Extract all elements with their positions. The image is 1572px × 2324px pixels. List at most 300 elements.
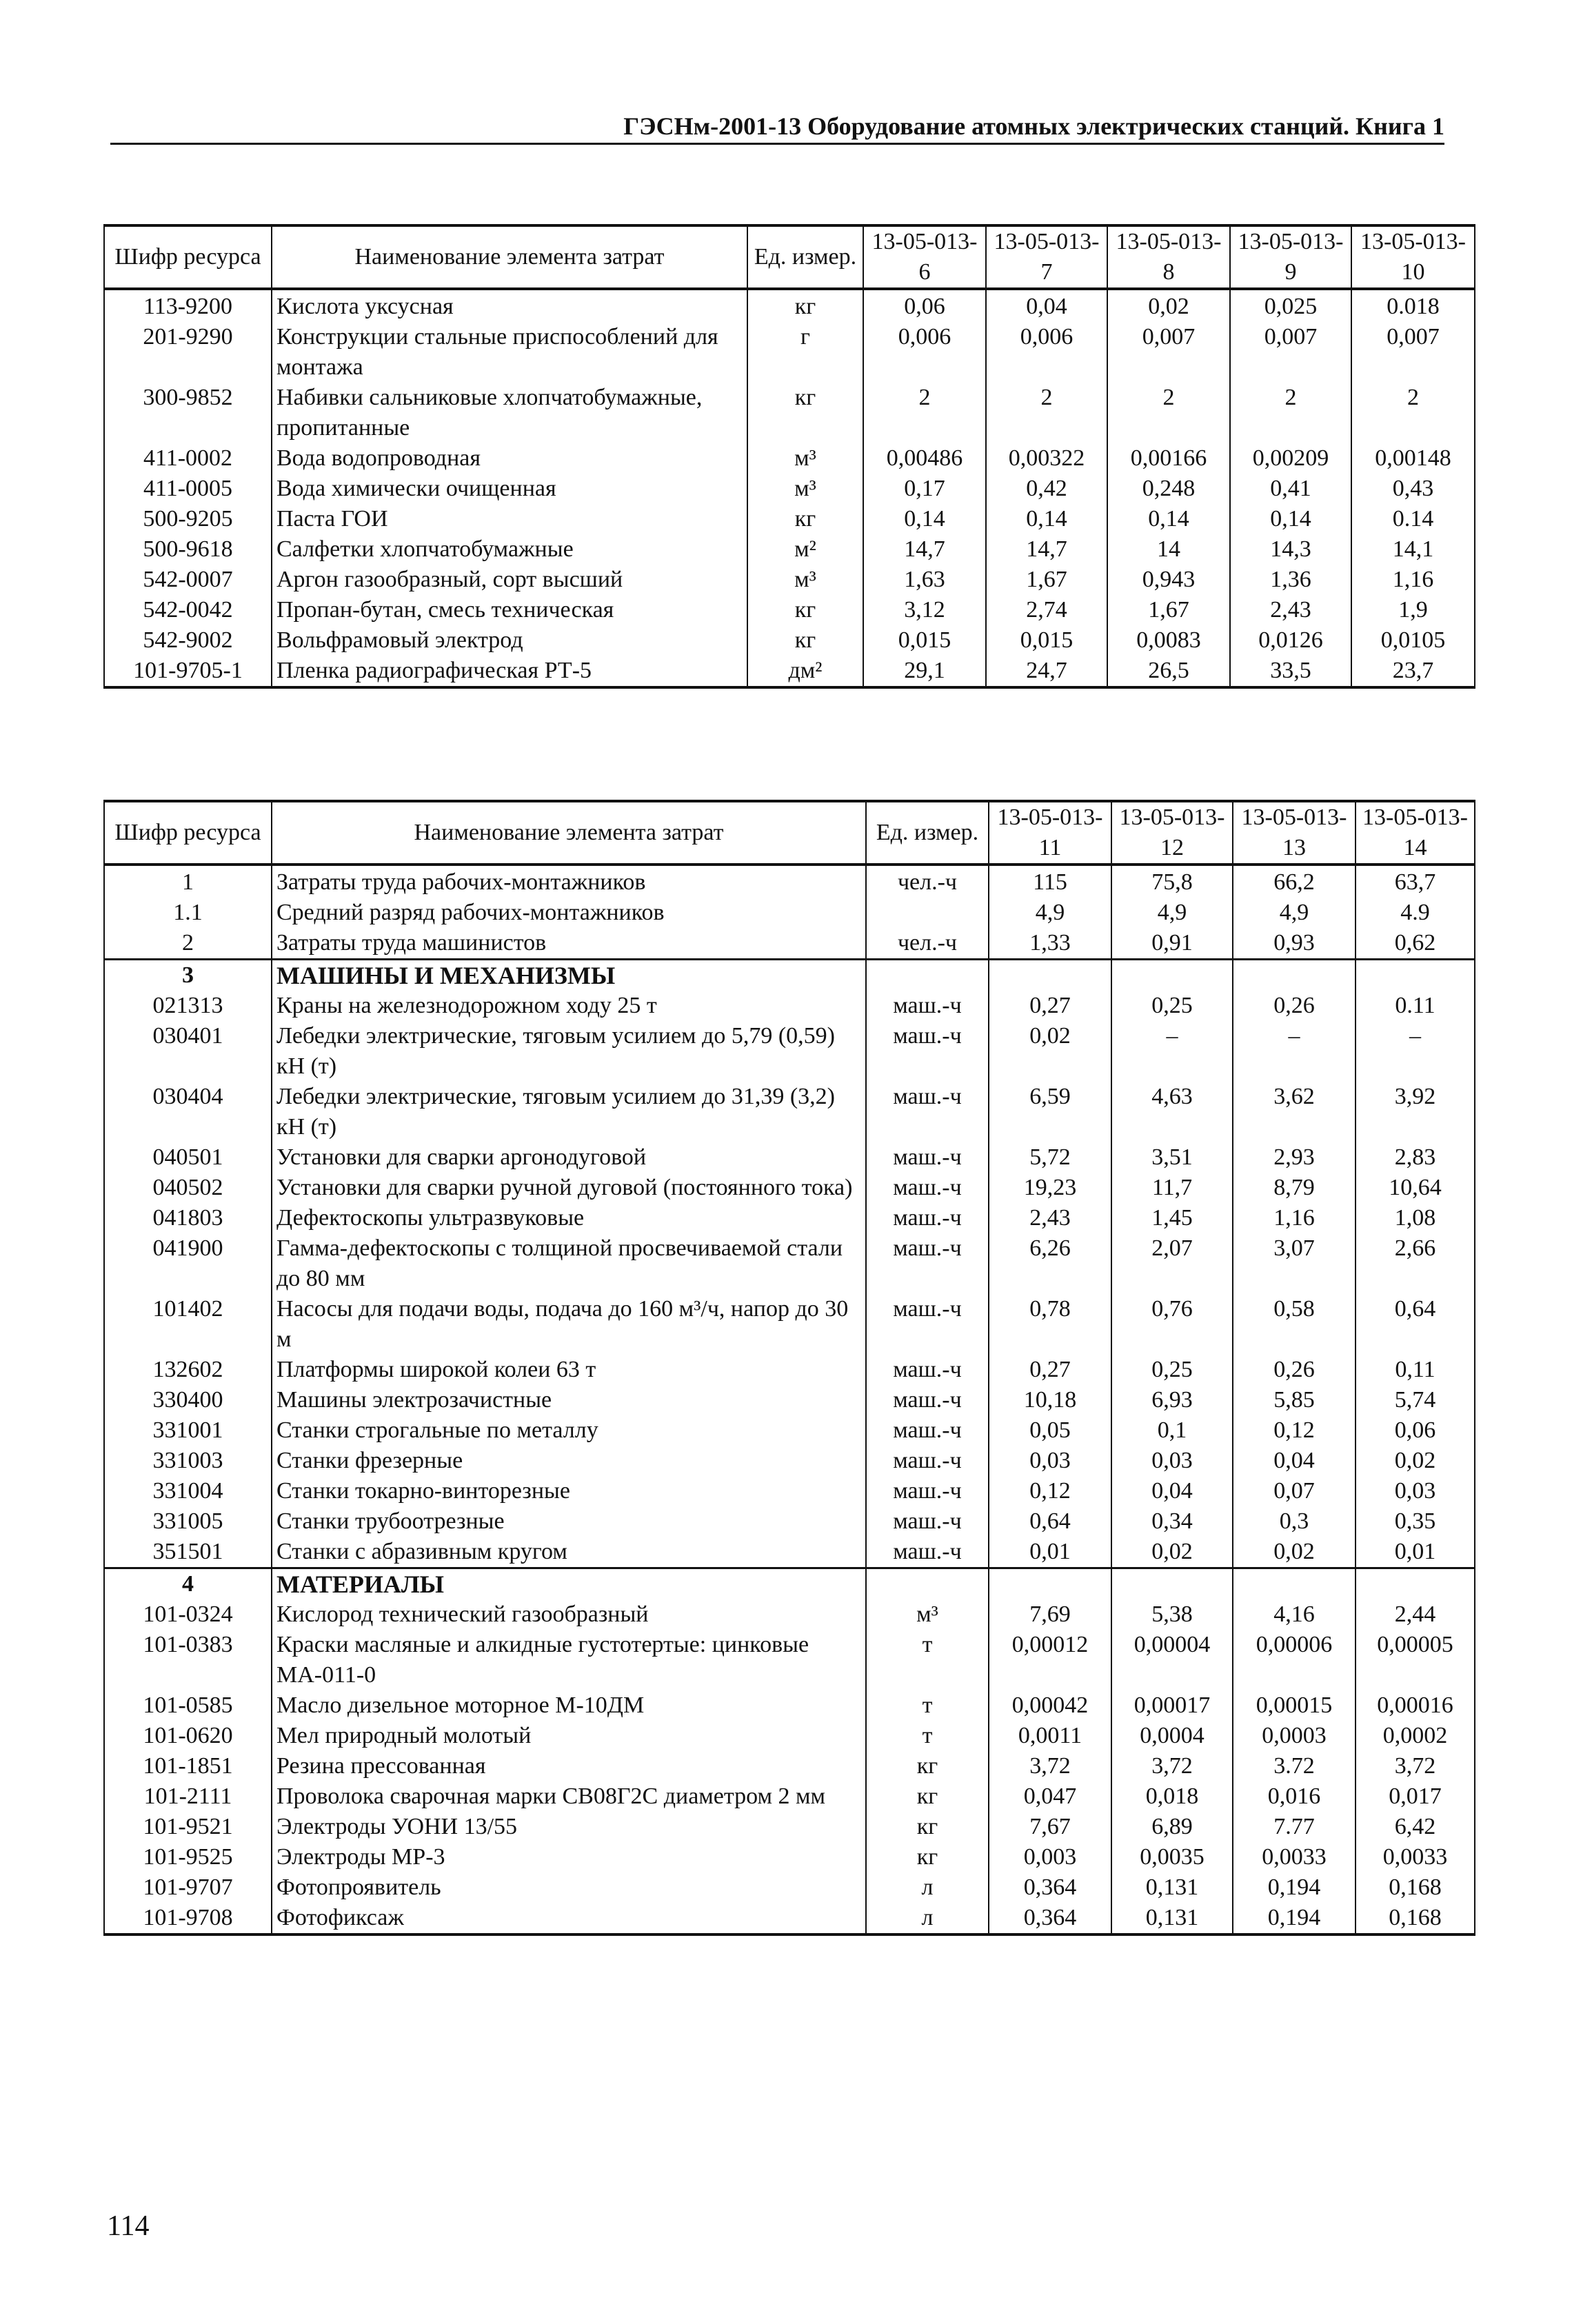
table-row [104,1082,1475,1142]
cost-element-cell: Вольфрамовый электрод [272,625,747,656]
value-cell: 0,27 [989,991,1111,1021]
value-cell: 0,00148 [1351,443,1475,474]
value-cell: 0.11 [1356,991,1475,1021]
table-row [104,1599,1475,1630]
value-cell: 6,89 [1111,1812,1233,1842]
value-cell: 0,015 [863,625,986,656]
unit-cell: м³ [866,1599,989,1630]
value-cell: 0,17 [863,474,986,504]
table-row [104,1385,1475,1415]
value-cell: 5,72 [989,1142,1111,1173]
value-cell: 0,00486 [863,443,986,474]
table-row [104,1630,1475,1690]
value-cell: 4,9 [1111,898,1233,928]
unit-cell: маш.-ч [866,1415,989,1446]
unit-cell: маш.-ч [866,1385,989,1415]
cost-element-cell: Вода химически очищенная [272,474,747,504]
table-row [104,1690,1475,1721]
value-cell: 3,72 [1111,1751,1233,1781]
value-cell: 0,015 [986,625,1107,656]
resource-code-cell: 101-9521 [104,1812,272,1842]
value-cell: 0,006 [863,322,986,383]
value-cell: 1,63 [863,565,986,595]
value-cell: 11,7 [1111,1173,1233,1203]
resource-code-cell: 101-9705-1 [104,656,272,687]
value-cell [1356,1568,1475,1600]
value-cell: 0,3 [1233,1506,1356,1537]
unit-cell: дм² [747,656,863,687]
page-header-title: ГЭСНм-2001-13 Оборудование атомных электрических станций. Книга 1 [623,112,1444,140]
unit-cell: кг [866,1842,989,1872]
table-row [104,656,1475,687]
value-cell: 10,18 [989,1385,1111,1415]
value-cell: 0,03 [989,1446,1111,1476]
unit-cell: маш.-ч [866,1506,989,1537]
value-cell: 26,5 [1107,656,1230,687]
value-cell: 0,07 [1233,1476,1356,1506]
value-cell: 0,06 [863,289,986,322]
resource-code-cell: 330400 [104,1385,272,1415]
value-cell: 2,44 [1356,1599,1475,1630]
value-cell: 4,9 [1233,898,1356,928]
table-row [104,534,1475,565]
value-cell: 3,12 [863,595,986,625]
value-cell [989,960,1111,991]
value-cell: 0,168 [1356,1903,1475,1934]
unit-cell [866,960,989,991]
cost-element-cell: МАТЕРИАЛЫ [272,1568,866,1600]
value-cell: 0,02 [1107,289,1230,322]
value-cell: 0,943 [1107,565,1230,595]
resource-code-cell: 331004 [104,1476,272,1506]
resource-code-cell: 411-0005 [104,474,272,504]
cost-element-cell: Насосы для подачи воды, подача до 160 м³/ч, напор до 30 м [272,1294,866,1355]
unit-cell [866,1568,989,1600]
value-cell: 0,02 [1111,1537,1233,1568]
resource-code-cell: 351501 [104,1537,272,1568]
value-cell: 0,04 [1111,1476,1233,1506]
resource-code-cell: 101-0324 [104,1599,272,1630]
table-row [104,991,1475,1021]
value-cell: 0,01 [1356,1537,1475,1568]
unit-cell: чел.-ч [866,865,989,898]
value-cell: 7.77 [1233,1812,1356,1842]
resource-code-cell: 101-9708 [104,1903,272,1934]
value-cell: 66,2 [1233,865,1356,898]
unit-cell: т [866,1630,989,1690]
value-cell: 0,00209 [1230,443,1351,474]
value-cell: 1,33 [989,928,1111,960]
column-header: 13-05-013-8 [1107,225,1230,289]
cost-element-cell: Станки токарно-винторезные [272,1476,866,1506]
unit-cell: т [866,1690,989,1721]
resource-table-2 [103,800,1475,1936]
value-cell: 0,00017 [1111,1690,1233,1721]
unit-cell: маш.-ч [866,991,989,1021]
cost-element-cell: Затраты труда рабочих-монтажников [272,865,866,898]
value-cell: 10,64 [1356,1173,1475,1203]
value-cell: 0,64 [1356,1294,1475,1355]
value-cell: 3.72 [1233,1751,1356,1781]
resource-code-cell: 041803 [104,1203,272,1233]
table-row [104,1537,1475,1568]
cost-element-cell: Платформы широкой колеи 63 т [272,1355,866,1385]
resource-code-cell: 101-9525 [104,1842,272,1872]
value-cell: 0,007 [1230,322,1351,383]
resource-code-cell: 2 [104,928,272,960]
cost-element-cell: Краны на железнодорожном ходу 25 т [272,991,866,1021]
value-cell: 0,58 [1233,1294,1356,1355]
cost-element-cell: Салфетки хлопчатобумажные [272,534,747,565]
unit-cell: м³ [747,443,863,474]
value-cell: 0,02 [1233,1537,1356,1568]
column-header: Ед. измер. [866,801,989,865]
value-cell: 4.9 [1356,898,1475,928]
cost-element-cell: Масло дизельное моторное М-10ДМ [272,1690,866,1721]
cost-element-cell: Паста ГОИ [272,504,747,534]
value-cell: 5,38 [1111,1599,1233,1630]
table-row [104,1721,1475,1751]
value-cell: 0,25 [1111,991,1233,1021]
cost-element-cell: МАШИНЫ И МЕХАНИЗМЫ [272,960,866,991]
unit-cell: кг [747,625,863,656]
cost-element-cell: Станки с абразивным кругом [272,1537,866,1568]
column-header: 13-05-013-11 [989,801,1111,865]
unit-cell: чел.-ч [866,928,989,960]
resource-code-cell: 331005 [104,1506,272,1537]
value-cell: 0,00016 [1356,1690,1475,1721]
resource-code-cell: 101-0585 [104,1690,272,1721]
value-cell: 0,018 [1111,1781,1233,1812]
table-row [104,1812,1475,1842]
cost-element-cell: Станки строгальные по металлу [272,1415,866,1446]
cost-element-cell: Кислород технический газообразный [272,1599,866,1630]
value-cell: 0,34 [1111,1506,1233,1537]
column-header: 13-05-013-7 [986,225,1107,289]
value-cell: 1,08 [1356,1203,1475,1233]
value-cell: 0,62 [1356,928,1475,960]
table-row [104,1233,1475,1294]
resource-code-cell: 101402 [104,1294,272,1355]
value-cell: 0,12 [1233,1415,1356,1446]
cost-element-cell: Машины электрозачистные [272,1385,866,1415]
value-cell: 14,3 [1230,534,1351,565]
value-cell: 1,16 [1233,1203,1356,1233]
column-header: 13-05-013-14 [1356,801,1475,865]
resource-code-cell: 101-2111 [104,1781,272,1812]
unit-cell: маш.-ч [866,1142,989,1173]
value-cell: 0,00012 [989,1630,1111,1690]
value-cell [1233,1568,1356,1600]
value-cell: 3,62 [1233,1082,1356,1142]
value-cell: 0,131 [1111,1903,1233,1934]
resource-code-cell: 300-9852 [104,383,272,443]
cost-element-cell: Фотопроявитель [272,1872,866,1903]
value-cell: 5,85 [1233,1385,1356,1415]
value-cell: 2,43 [989,1203,1111,1233]
value-cell: 33,5 [1230,656,1351,687]
table-row [104,960,1475,991]
value-cell: 0,43 [1351,474,1475,504]
table-header-row [104,801,1475,865]
table-row [104,1355,1475,1385]
value-cell: 2 [986,383,1107,443]
value-cell: 2 [863,383,986,443]
value-cell: 1,36 [1230,565,1351,595]
cost-element-cell: Лебедки электрические, тяговым усилием до 31,39 (3,2) кН (т) [272,1082,866,1142]
value-cell: 7,69 [989,1599,1111,1630]
column-header: 13-05-013-9 [1230,225,1351,289]
cost-element-cell: Станки фрезерные [272,1446,866,1476]
resource-code-cell: 030401 [104,1021,272,1082]
value-cell [989,1568,1111,1600]
value-cell: 0,00004 [1111,1630,1233,1690]
value-cell: 0,006 [986,322,1107,383]
cost-element-cell: Мел природный молотый [272,1721,866,1751]
value-cell: 0,00322 [986,443,1107,474]
value-cell: 14,1 [1351,534,1475,565]
table-row [104,595,1475,625]
resource-code-cell: 3 [104,960,272,991]
value-cell: 0,35 [1356,1506,1475,1537]
resource-code-cell: 101-0383 [104,1630,272,1690]
resource-code-cell: 411-0002 [104,443,272,474]
resource-code-cell: 040501 [104,1142,272,1173]
value-cell: 6,93 [1111,1385,1233,1415]
resource-code-cell: 331001 [104,1415,272,1446]
value-cell: 2,43 [1230,595,1351,625]
table-row [104,383,1475,443]
table-row [104,865,1475,898]
value-cell: 0,76 [1111,1294,1233,1355]
value-cell: 0,00006 [1233,1630,1356,1690]
cost-element-cell: Пропан-бутан, смесь техническая [272,595,747,625]
table-row [104,565,1475,595]
table-row [104,1842,1475,1872]
resource-code-cell: 021313 [104,991,272,1021]
value-cell [1111,960,1233,991]
value-cell: 0,0003 [1233,1721,1356,1751]
table-row [104,928,1475,960]
table-row [104,1476,1475,1506]
value-cell: 0,025 [1230,289,1351,322]
value-cell: 3,72 [1356,1751,1475,1781]
value-cell: 0,04 [986,289,1107,322]
cost-element-cell: Фотофиксаж [272,1903,866,1934]
value-cell: 3,72 [989,1751,1111,1781]
column-header: Ед. измер. [747,225,863,289]
table-header-row [104,225,1475,289]
table-row [104,898,1475,928]
value-cell: 0,78 [989,1294,1111,1355]
cost-element-cell: Вода водопроводная [272,443,747,474]
column-header: 13-05-013-12 [1111,801,1233,865]
page-header [110,114,1444,145]
cost-element-cell: Дефектоскопы ультразвуковые [272,1203,866,1233]
table-row [104,1021,1475,1082]
cost-element-cell: Краски масляные и алкидные густотертые: цинковые МА-011-0 [272,1630,866,1690]
value-cell: 2 [1230,383,1351,443]
cost-element-cell: Аргон газообразный, сорт высший [272,565,747,595]
unit-cell: м² [747,534,863,565]
column-header: Наименование элемента затрат [272,225,747,289]
value-cell: 4,9 [989,898,1111,928]
value-cell: 0,194 [1233,1872,1356,1903]
value-cell: 2,07 [1111,1233,1233,1294]
value-cell: 2 [1107,383,1230,443]
column-header: Наименование элемента затрат [272,801,866,865]
resource-code-cell: 500-9205 [104,504,272,534]
value-cell: 0,14 [1107,504,1230,534]
value-cell: 5,74 [1356,1385,1475,1415]
value-cell: 0,0033 [1356,1842,1475,1872]
value-cell: 0,0004 [1111,1721,1233,1751]
unit-cell: л [866,1872,989,1903]
value-cell: 0,0011 [989,1721,1111,1751]
table-row [104,504,1475,534]
value-cell: 0.018 [1351,289,1475,322]
value-cell: 6,26 [989,1233,1111,1294]
unit-cell: маш.-ч [866,1294,989,1355]
cost-element-cell: Набивки сальниковые хлопчатобумажные, пропитанные [272,383,747,443]
value-cell: 115 [989,865,1111,898]
unit-cell: маш.-ч [866,1233,989,1294]
value-cell: 0,64 [989,1506,1111,1537]
resource-code-cell: 331003 [104,1446,272,1476]
value-cell: 2,74 [986,595,1107,625]
cost-element-cell: Конструкции стальные приспособлений для монтажа [272,322,747,383]
unit-cell: маш.-ч [866,1355,989,1385]
value-cell: 0,03 [1111,1446,1233,1476]
value-cell: 0,007 [1107,322,1230,383]
value-cell: 0,91 [1111,928,1233,960]
value-cell: 6,42 [1356,1812,1475,1842]
value-cell: 0,0033 [1233,1842,1356,1872]
unit-cell: м³ [747,474,863,504]
value-cell: 0,248 [1107,474,1230,504]
unit-cell: кг [747,504,863,534]
value-cell: 0,016 [1233,1781,1356,1812]
cost-element-cell: Гамма-дефектоскопы с толщиной просвечиваемой стали до 80 мм [272,1233,866,1294]
value-cell: 0,27 [989,1355,1111,1385]
unit-cell: кг [747,595,863,625]
page-number: 114 [107,2210,150,2242]
unit-cell: л [866,1903,989,1934]
unit-cell: т [866,1721,989,1751]
value-cell: 1,45 [1111,1203,1233,1233]
unit-cell: маш.-ч [866,1082,989,1142]
unit-cell: маш.-ч [866,1173,989,1203]
cost-element-cell: Электроды МР-3 [272,1842,866,1872]
value-cell: 0,06 [1356,1415,1475,1446]
unit-cell: кг [866,1812,989,1842]
value-cell: 0.14 [1351,504,1475,534]
value-cell: 0,047 [989,1781,1111,1812]
value-cell [1111,1568,1233,1600]
resource-code-cell: 542-0007 [104,565,272,595]
value-cell: 6,59 [989,1082,1111,1142]
value-cell: 8,79 [1233,1173,1356,1203]
table-row [104,322,1475,383]
table-row [104,289,1475,322]
resource-code-cell: 030404 [104,1082,272,1142]
resource-code-cell: 500-9618 [104,534,272,565]
value-cell: 0,12 [989,1476,1111,1506]
value-cell: 1,16 [1351,565,1475,595]
value-cell: 0,0105 [1351,625,1475,656]
column-header: 13-05-013-10 [1351,225,1475,289]
value-cell: 0,01 [989,1537,1111,1568]
value-cell: 0,131 [1111,1872,1233,1903]
cost-element-cell: Затраты труда машинистов [272,928,866,960]
value-cell: 2,83 [1356,1142,1475,1173]
table-row [104,1173,1475,1203]
unit-cell: маш.-ч [866,1446,989,1476]
value-cell: 0,26 [1233,991,1356,1021]
value-cell: 0,017 [1356,1781,1475,1812]
resource-code-cell: 101-9707 [104,1872,272,1903]
value-cell: 0,11 [1356,1355,1475,1385]
resource-code-cell: 040502 [104,1173,272,1203]
value-cell [1356,960,1475,991]
value-cell: 0,03 [1356,1476,1475,1506]
value-cell: 3,92 [1356,1082,1475,1142]
value-cell: 24,7 [986,656,1107,687]
value-cell: 2 [1351,383,1475,443]
table-row [104,1781,1475,1812]
value-cell: 0,007 [1351,322,1475,383]
table-row [104,1203,1475,1233]
unit-cell: кг [866,1751,989,1781]
value-cell: 19,23 [989,1173,1111,1203]
value-cell: 0,14 [863,504,986,534]
unit-cell: г [747,322,863,383]
value-cell: 0,0126 [1230,625,1351,656]
value-cell: 0,00166 [1107,443,1230,474]
table-row [104,1415,1475,1446]
value-cell: 2,93 [1233,1142,1356,1173]
value-cell: 0,05 [989,1415,1111,1446]
table-row [104,1872,1475,1903]
value-cell: 4,16 [1233,1599,1356,1630]
table-row [104,1294,1475,1355]
resource-code-cell: 201-9290 [104,322,272,383]
table-row [104,1903,1475,1934]
value-cell: 0,0083 [1107,625,1230,656]
table-row [104,1446,1475,1476]
cost-element-cell: Пленка радиографическая РТ-5 [272,656,747,687]
resource-code-cell: 101-0620 [104,1721,272,1751]
value-cell: 1,67 [986,565,1107,595]
cost-element-cell: Средний разряд рабочих-монтажников [272,898,866,928]
column-header: 13-05-013-6 [863,225,986,289]
cost-element-cell: Электроды УОНИ 13/55 [272,1812,866,1842]
value-cell: 14,7 [986,534,1107,565]
value-cell [1233,960,1356,991]
table-row [104,625,1475,656]
value-cell: 1,67 [1107,595,1230,625]
column-header: Шифр ресурса [104,225,272,289]
value-cell: 0,0002 [1356,1721,1475,1751]
table-row [104,1751,1475,1781]
unit-cell: маш.-ч [866,1476,989,1506]
value-cell: 14 [1107,534,1230,565]
cost-element-cell: Резина прессованная [272,1751,866,1781]
resource-code-cell: 132602 [104,1355,272,1385]
value-cell: 0,194 [1233,1903,1356,1934]
value-cell: 0,00005 [1356,1630,1475,1690]
cost-element-cell: Проволока сварочная марки СВ08Г2С диаметром 2 мм [272,1781,866,1812]
